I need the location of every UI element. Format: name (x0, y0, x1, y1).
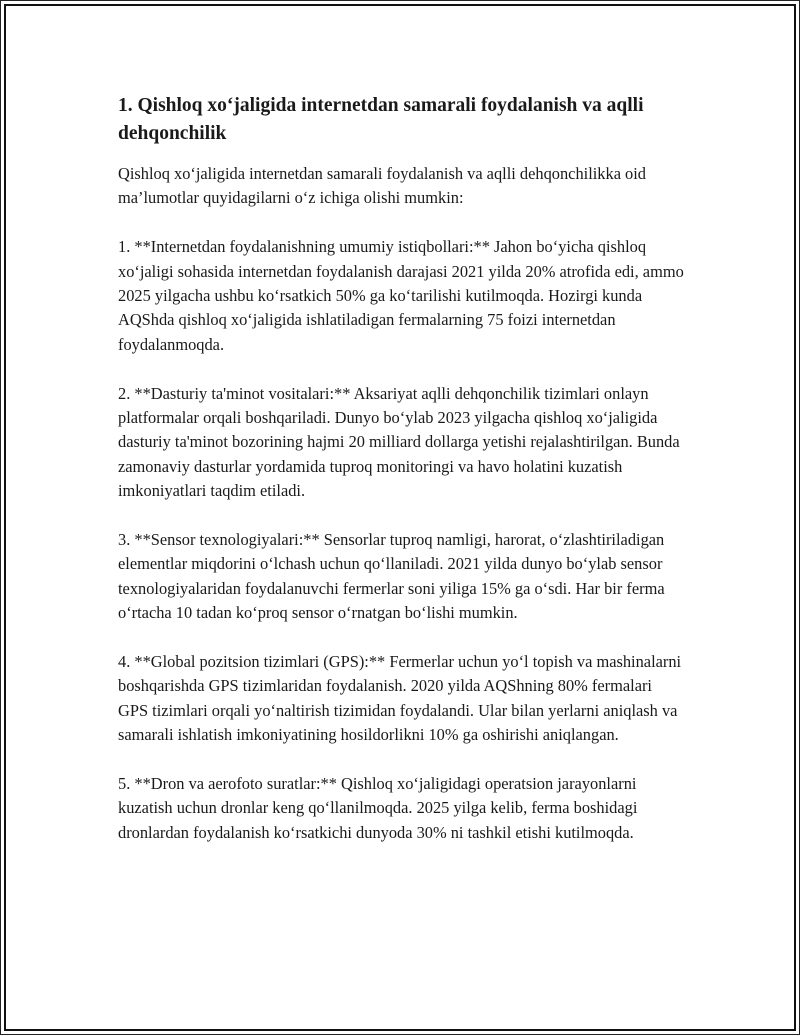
list-item-3: 3. **Sensor texnologiyalari:** Sensorlar tuproq namligi, harorat, o‘zlashtiriladigan elementlar miqdorini o‘lchash uchun qo‘llaniladi. 2021 yilda dunyo bo‘ylab sensor texnologiyalaridan foydalanuvchi fermerlar soni yiliga 15% ga o‘sdi. Har bir ferma o‘rtacha 10 tadan ko‘proq sensor o‘rnatgan bo‘lishi mumkin. (118, 530, 665, 623)
list-item-4: 4. **Global pozitsion tizimlari (GPS):** Fermerlar uchun yo‘l topish va mashinalarni boshqarishda GPS tizimlaridan foydalanish. 2020 yilda AQShning 80% fermalari GPS tizimlari orqali yo‘naltirish tizimidan foydalandi. Ular bilan yerlarni aniqlash va samarali ishlatish imkoniyatining hosildorlikni 10% ga oshirishi aniqlangan. (118, 652, 682, 745)
document-title: 1. Qishloq xo‘jaligida internetdan samarali foydalanish va aqlli dehqonchilik (118, 95, 644, 144)
list-item-2: 2. **Dasturiy ta'minot vositalari:** Aksariyat aqlli dehqonchilik tizimlari onlayn platformalar orqali boshqariladi. Dunyo bo‘ylab 2023 yilgacha qishloq xo‘jaligida dasturiy ta'minot bozorining hajmi 20 milliard dollarga yetishi rejalashtirilgan. Bunda zamonaviy dasturlar yordamida tuproq monitoringi va havo holatini kuzatish imkoniyatlari taqdim etiladi. (118, 383, 680, 501)
list-item-5: 5. **Dron va aerofoto suratlar:** Qishloq xo‘jaligidagi operatsion jarayonlarni kuzatish uchun dronlar keng qo‘llanilmoqda. 2025 yilga kelib, ferma boshidagi dronlardan foydalanish ko‘rsatkichi dunyoda 30% ni tashkil etishi kutilmoqda. (118, 774, 638, 842)
document-body (118, 92, 686, 870)
list-item-1: 1. **Internetdan foydalanishning umumiy istiqbollari:** Jahon bo‘yicha qishloq xo‘jaligi sohasida internetdan foydalanish darajasi 2021 yilda 20% atrofida edi, ammo 2025 yilgacha ushbu ko‘rsatkich 50% ga ko‘tarilishi kutilmoqda. Hozirgi kunda AQShda qishloq xo‘jaligida ishlatiladigan fermalarning 75 foizi internetdan foydalanmoqda. (118, 237, 684, 354)
intro-paragraph: Qishloq xo‘jaligida internetdan samarali foydalanish va aqlli dehqonchilikka oid ma’lumotlar quyidagilarni o‘z ichiga olishi mumkin: (118, 164, 647, 208)
